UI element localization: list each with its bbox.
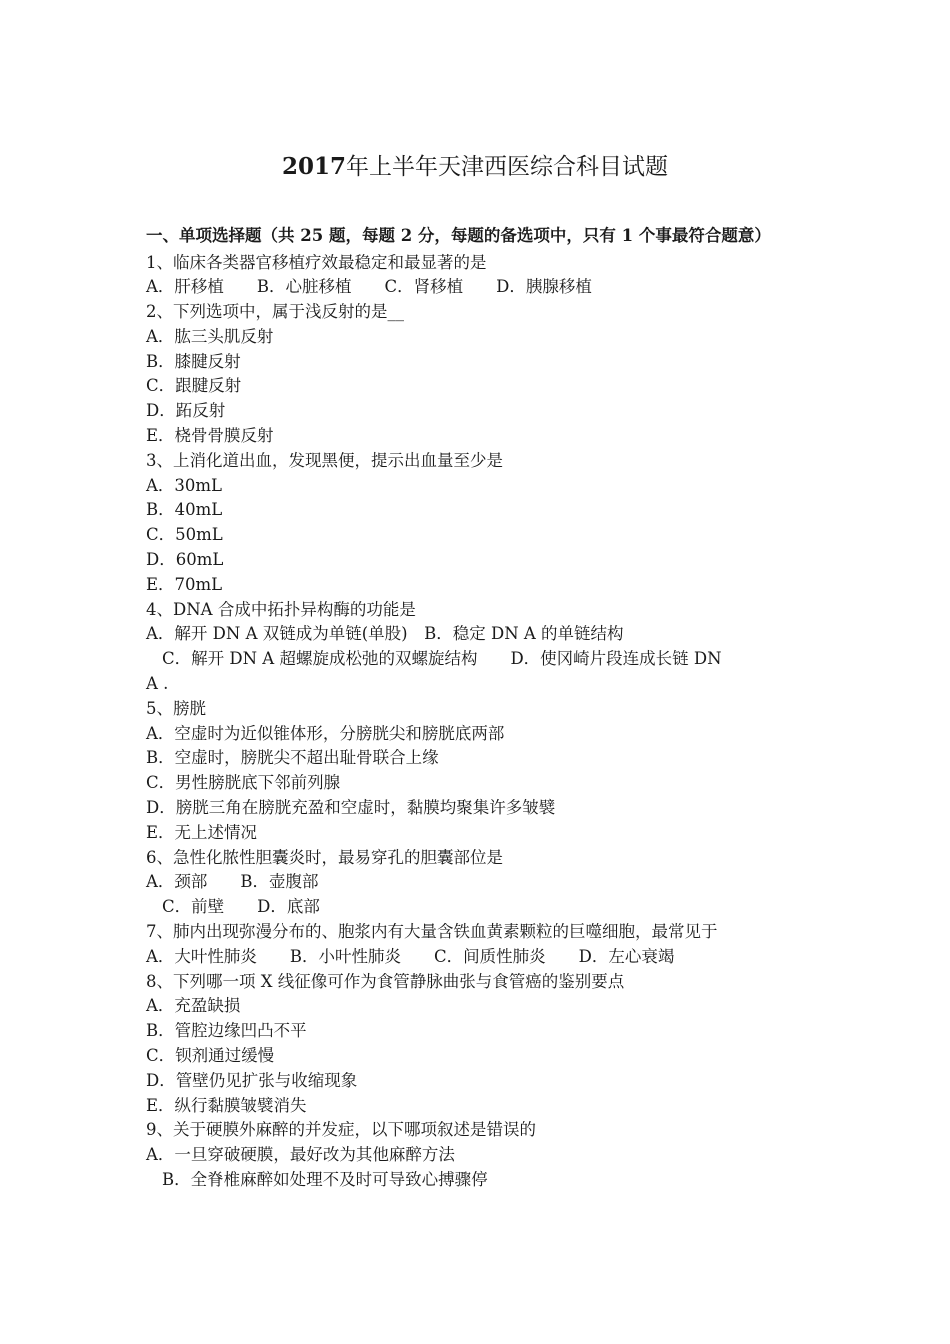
text-line: A．大叶性肺炎 B．小叶性肺炎 C．间质性肺炎 D．左心衰竭	[146, 946, 675, 966]
text-line: 8、下列哪一项 X 线征像可作为食管静脉曲张与食管癌的鉴别要点	[146, 971, 625, 991]
text-line: C．前壁 D．底部	[162, 897, 320, 917]
text-line: C．钡剂通过缓慢	[146, 1046, 275, 1065]
section-heading: 一、单项选择题（共 25 题，每题 2 分，每题的备选项中，只有 1 个事最符合题意）	[146, 226, 771, 245]
title-text: 年上半年天津西医综合科目试题	[346, 154, 668, 180]
document-body	[146, 224, 826, 1193]
text-line: 1、临床各类器官移植疗效最稳定和最显著的是	[146, 252, 487, 272]
title-year: 2017	[281, 153, 346, 180]
text-line: A．充盈缺损	[146, 996, 241, 1016]
text-line: A．肝移植 B．心脏移植 C．肾移植 D．胰腺移植	[146, 277, 592, 297]
text-line: E．70mL	[146, 574, 223, 594]
text-line: 7、肺内出现弥漫分布的、胞浆内有大量含铁血黄素颗粒的巨噬细胞，最常见于	[146, 922, 718, 942]
text-line: C．跟腱反射	[146, 376, 242, 396]
question-list	[146, 251, 826, 1193]
text-line: B．40mL	[146, 500, 223, 520]
text-line: 3、上消化道出血，发现黑便，提示出血量至少是	[146, 450, 503, 470]
text-line: E．桡骨骨膜反射	[146, 426, 274, 446]
text-line: B．全脊椎麻醉如处理不及时可导致心搏骤停	[162, 1169, 488, 1189]
text-line: B．空虚时，膀胱尖不超出耻骨联合上缘	[146, 748, 439, 768]
text-line: 9、关于硬膜外麻醉的并发症，以下哪项叙述是错误的	[146, 1120, 536, 1140]
text-line: A．30mL	[146, 475, 223, 495]
text-line: D．60mL	[146, 550, 224, 570]
text-line: C．解开 DN A 超螺旋成松弛的双螺旋结构 D．使冈崎片段连成长链 DN	[162, 649, 722, 669]
document-title	[0, 152, 950, 182]
text-line: A．一旦穿破硬膜，最好改为其他麻醉方法	[146, 1145, 455, 1165]
text-line: E．无上述情况	[146, 822, 258, 842]
text-line: D．管壁仍见扩张与收缩现象	[146, 1070, 358, 1090]
text-line: A．肱三头肌反射	[146, 326, 274, 346]
text-line: A．颈部 B．壶腹部	[146, 872, 319, 892]
text-line: A．空虚时为近似锥体形，分膀胱尖和膀胱底两部	[146, 723, 505, 743]
text-line: C．男性膀胱底下邻前列腺	[146, 773, 341, 793]
text-line: D．膀胱三角在膀胱充盈和空虚时，黏膜均聚集许多皱襞	[146, 798, 556, 818]
text-line: 5、膀胱	[146, 698, 206, 718]
text-line: C．50mL	[146, 525, 223, 545]
text-line: A．解开 DN A 双链成为单链(单股) B．稳定 DN A 的单链结构	[146, 624, 624, 644]
text-line: A .	[146, 674, 169, 694]
text-line: D．跖反射	[146, 401, 226, 421]
text-line: 2、下列选项中，属于浅反射的是__	[146, 302, 404, 322]
text-line: 6、急性化脓性胆囊炎时，最易穿孔的胆囊部位是	[146, 847, 503, 867]
text-line: 4、DNA 合成中拓扑异构酶的功能是	[146, 599, 416, 619]
text-line: B．管腔边缘凹凸不平	[146, 1021, 307, 1041]
text-line: B．膝腱反射	[146, 351, 241, 371]
text-line: E．纵行黏膜皱襞消失	[146, 1095, 307, 1115]
